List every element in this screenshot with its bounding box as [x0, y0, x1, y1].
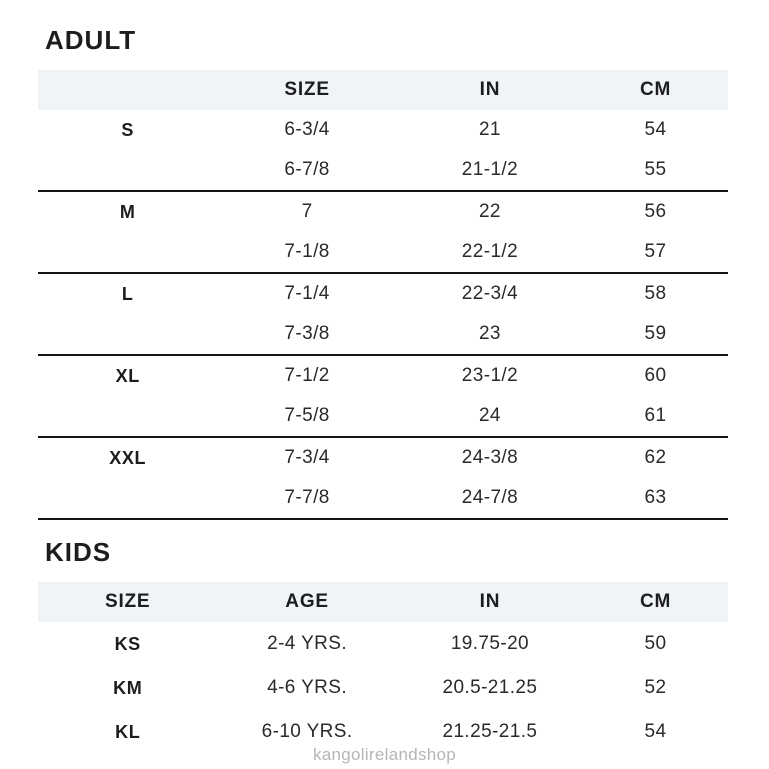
adult-header-in: IN — [479, 79, 501, 100]
size-label-cell: S — [121, 119, 134, 140]
kids-table-header — [38, 582, 728, 622]
adult-size-row — [38, 232, 728, 272]
adult-group-xl — [38, 356, 728, 438]
hat-size-cell: 7 — [301, 201, 313, 222]
hat-size-cell: 7-7/8 — [284, 487, 330, 508]
cm-cell: 52 — [644, 677, 667, 698]
size-label-cell: KM — [113, 677, 143, 698]
hat-size-cell: 7-5/8 — [284, 405, 330, 426]
inches-cell: 22-3/4 — [461, 283, 519, 304]
adult-size-row — [38, 150, 728, 190]
cm-cell: 55 — [644, 159, 667, 180]
adult-size-row — [38, 356, 728, 396]
inches-cell: 21 — [478, 119, 501, 140]
cm-cell: 59 — [644, 323, 667, 344]
hat-size-cell: 7-3/4 — [284, 447, 330, 468]
adult-header-cm: CM — [639, 79, 672, 100]
watermark: kangolirelandshop — [312, 745, 457, 764]
kids-size-table — [38, 582, 728, 754]
adult-size-table — [38, 70, 728, 520]
kids-size-row — [38, 666, 728, 710]
adult-group-l — [38, 274, 728, 356]
inches-cell: 23-1/2 — [461, 365, 519, 386]
cm-cell: 56 — [644, 201, 667, 222]
inches-cell: 22 — [478, 201, 501, 222]
size-label-cell: KS — [114, 633, 141, 654]
size-label-cell: XXL — [109, 447, 147, 468]
hat-size-cell: 7-1/2 — [284, 365, 330, 386]
adult-section — [38, 24, 728, 520]
hat-size-cell: 7-1/8 — [284, 241, 330, 262]
adult-group-xxl — [38, 438, 728, 520]
cm-cell: 61 — [644, 405, 667, 426]
size-label-cell: M — [119, 201, 136, 222]
adult-size-row — [38, 314, 728, 354]
adult-group-m — [38, 192, 728, 274]
adult-section-title: ADULT — [45, 25, 137, 55]
size-label-cell: XL — [115, 365, 140, 386]
age-cell: 4-6 YRS. — [267, 677, 348, 698]
size-label-cell: L — [121, 283, 134, 304]
adult-header-size: SIZE — [284, 79, 330, 100]
inches-cell: 23 — [478, 323, 501, 344]
adult-size-row — [38, 396, 728, 436]
inches-cell: 24-3/8 — [461, 447, 519, 468]
size-label-cell: KL — [115, 721, 141, 742]
hat-size-cell: 7-1/4 — [284, 283, 330, 304]
inches-cell: 24 — [478, 405, 501, 426]
cm-cell: 62 — [644, 447, 667, 468]
inches-cell: 21-1/2 — [461, 159, 519, 180]
inches-cell: 19.75-20 — [450, 633, 530, 654]
adult-size-row — [38, 274, 728, 314]
cm-cell: 54 — [644, 119, 667, 140]
adult-size-row — [38, 478, 728, 518]
kids-section — [38, 536, 728, 754]
kids-size-row — [38, 622, 728, 666]
adult-size-row — [38, 438, 728, 478]
adult-table-header — [38, 70, 728, 110]
cm-cell: 58 — [644, 283, 667, 304]
adult-size-row — [38, 110, 728, 150]
age-cell: 2-4 YRS. — [267, 633, 348, 654]
inches-cell: 21.25-21.5 — [442, 721, 538, 742]
kids-header-age: AGE — [285, 591, 329, 612]
adult-size-row — [38, 192, 728, 232]
cm-cell: 57 — [644, 241, 667, 262]
kids-section-title: KIDS — [45, 537, 112, 567]
kids-header-cm: CM — [639, 591, 672, 612]
kids-header-in: IN — [479, 591, 501, 612]
kids-header-size: SIZE — [104, 591, 151, 612]
age-cell: 6-10 YRS. — [261, 721, 353, 742]
cm-cell: 54 — [644, 721, 667, 742]
cm-cell: 50 — [644, 633, 667, 654]
hat-size-cell: 6-7/8 — [284, 159, 330, 180]
hat-size-cell: 7-3/8 — [284, 323, 330, 344]
inches-cell: 22-1/2 — [461, 241, 519, 262]
inches-cell: 24-7/8 — [461, 487, 519, 508]
adult-group-s — [38, 110, 728, 192]
cm-cell: 60 — [644, 365, 667, 386]
hat-size-cell: 6-3/4 — [284, 119, 330, 140]
inches-cell: 20.5-21.25 — [442, 677, 538, 698]
cm-cell: 63 — [644, 487, 667, 508]
